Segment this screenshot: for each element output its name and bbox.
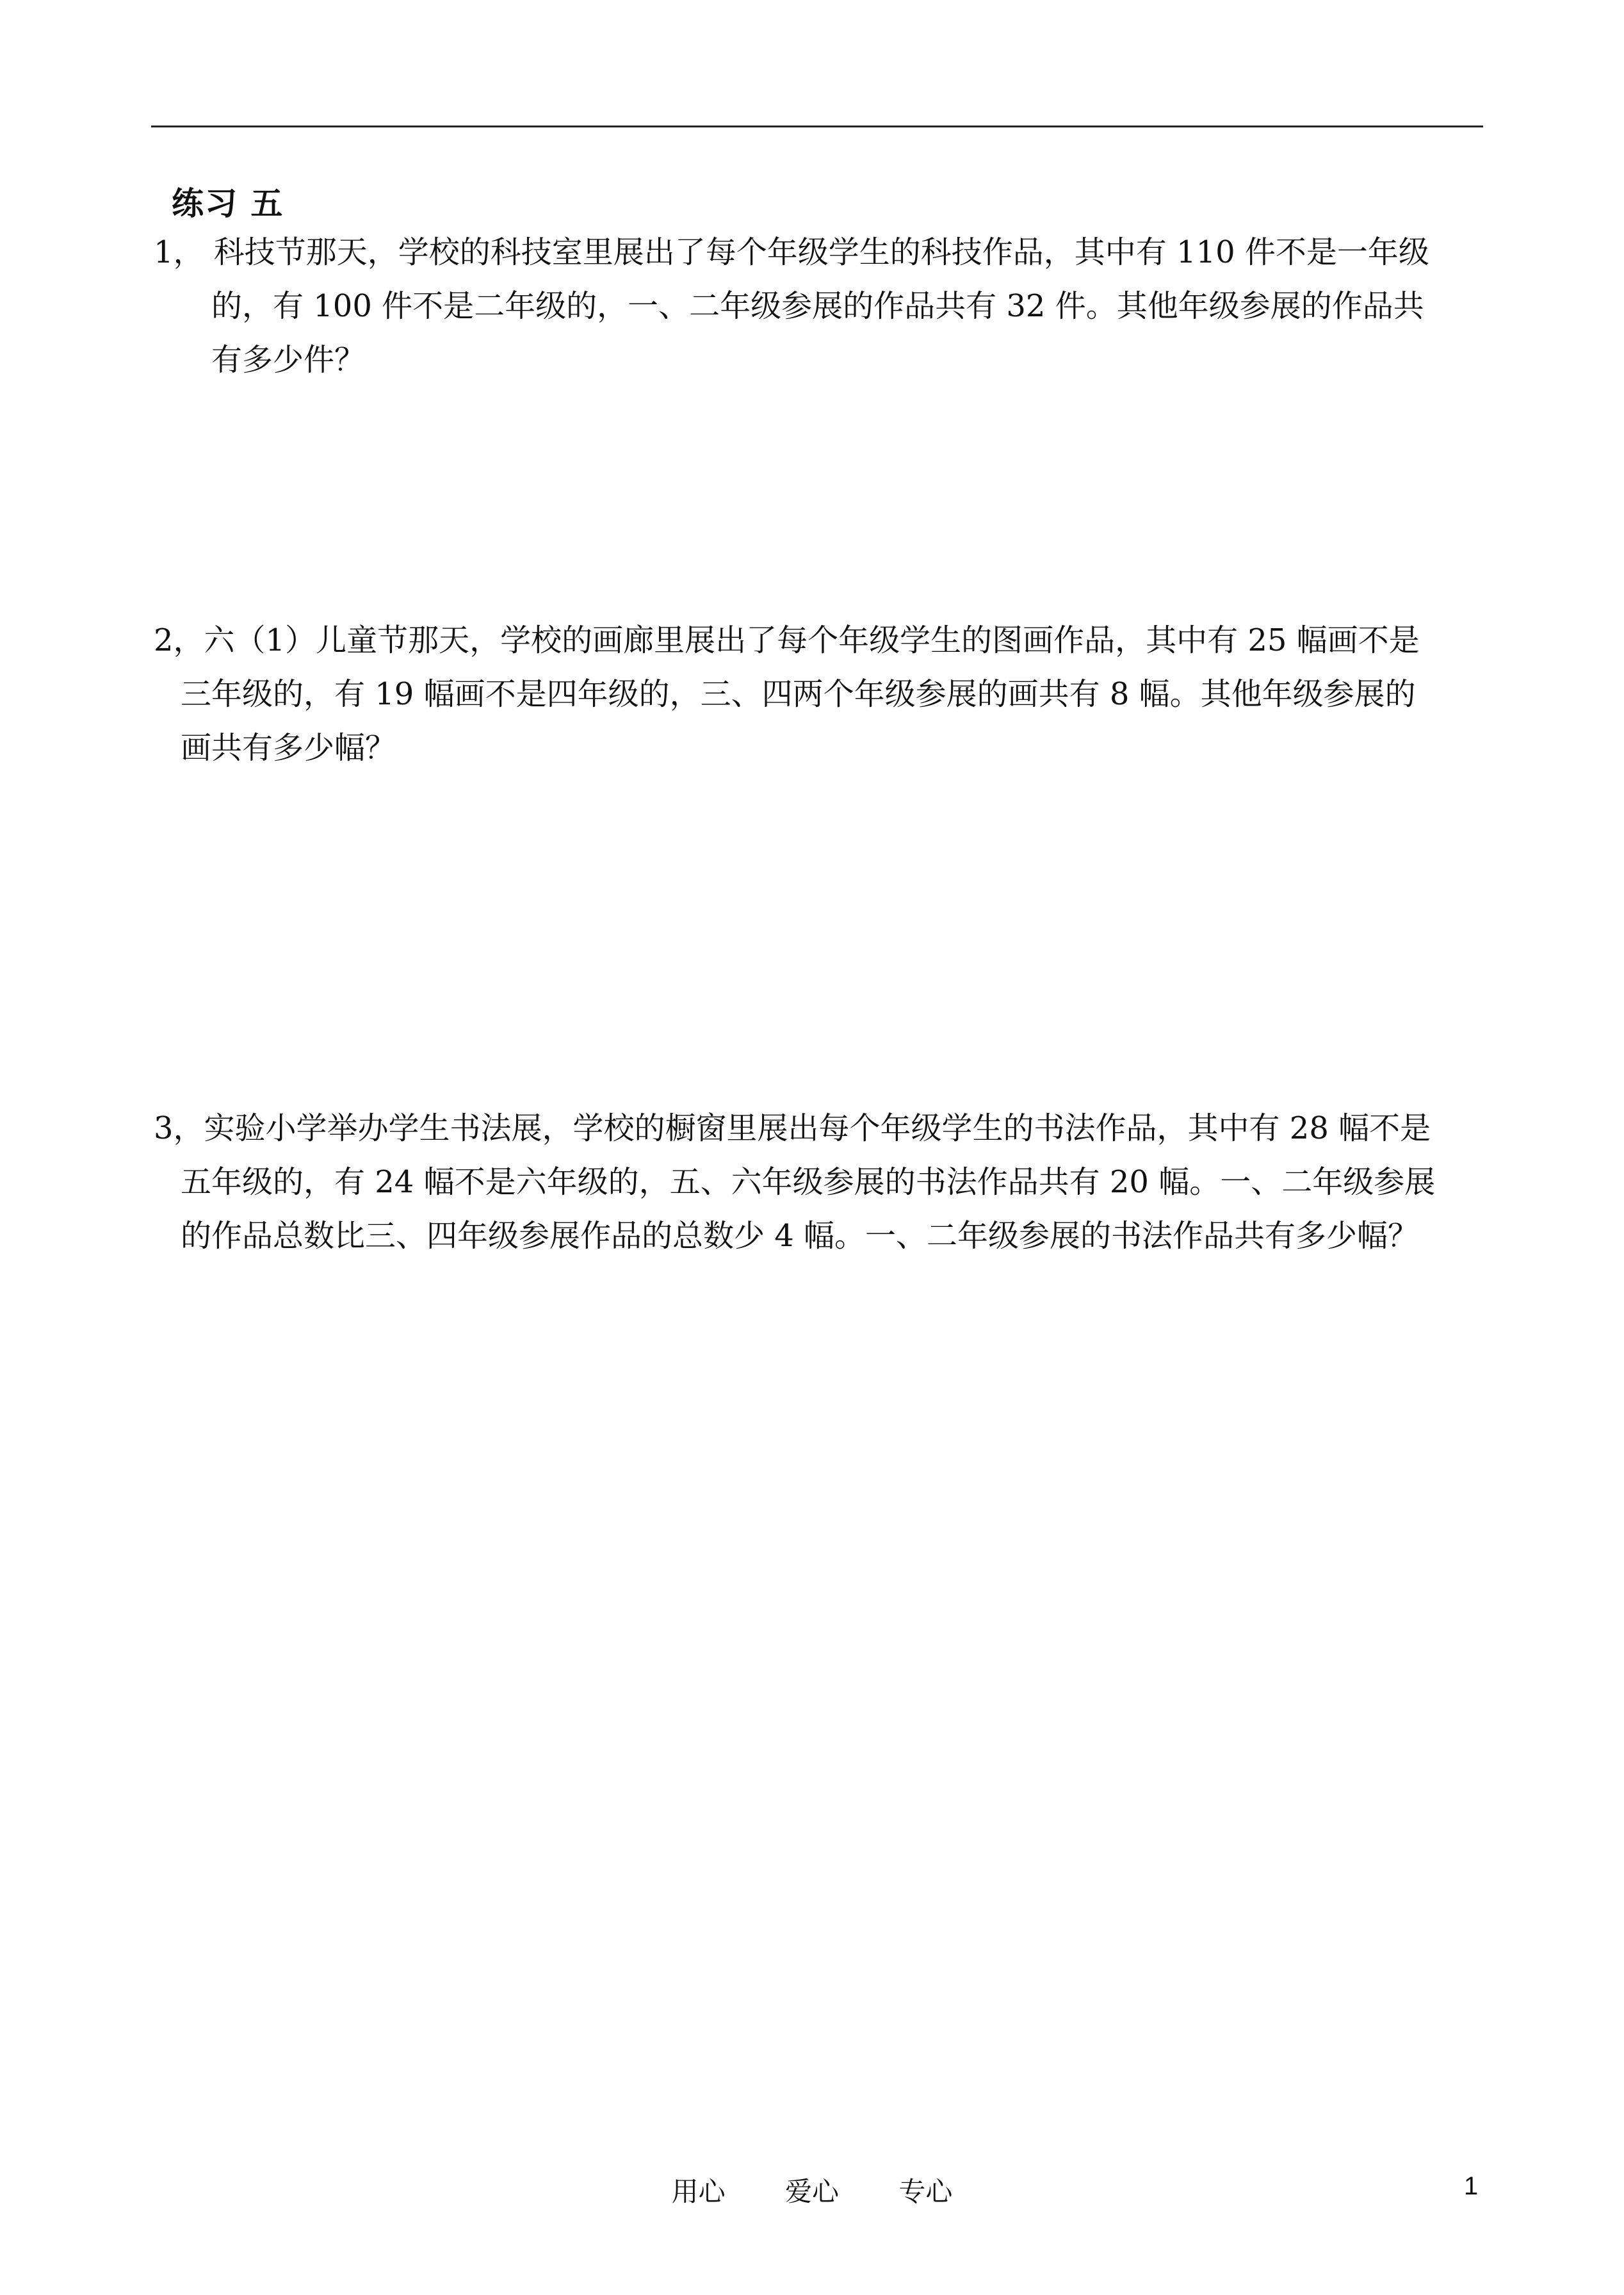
question-3-line-1: 3，实验小学举办学生书法展，学校的橱窗里展出每个年级学生的书法作品，其中有 28 幅不是	[154, 1110, 1431, 1146]
question-2-line-1: 2，六（1）儿童节那天，学校的画廊里展出了每个年级学生的图画作品，其中有 25 幅画不是	[154, 622, 1420, 658]
header-rule	[151, 126, 1483, 127]
question-3-line-2: 五年级的，有 24 幅不是六年级的，五、六年级参展的书法作品共有 20 幅。一、二年级参展	[181, 1164, 1436, 1200]
question-1-line-1: 1， 科技节那天，学校的科技室里展出了每个年级学生的科技作品，其中有 110 件不是一年级	[154, 234, 1429, 270]
question-1	[154, 225, 1486, 387]
footer-motto	[0, 2171, 1624, 2209]
question-3	[154, 1101, 1486, 1263]
page-title: 练习 五	[172, 184, 284, 222]
footer-motto-item: 专心	[898, 2176, 953, 2207]
question-1-line-2: 的，有 100 件不是二年级的，一、二年级参展的作品共有 32 件。其他年级参展的作品共	[211, 288, 1424, 324]
page-number: 1	[1464, 2172, 1479, 2200]
footer-motto-item: 爱心	[784, 2176, 839, 2207]
question-2-line-2: 三年级的，有 19 幅画不是四年级的，三、四两个年级参展的画共有 8 幅。其他年级参展的	[181, 676, 1416, 712]
footer-motto-item: 用心	[671, 2176, 726, 2207]
question-2	[154, 613, 1486, 775]
question-1-line-3: 有多少件？	[211, 342, 366, 378]
question-2-line-3: 画共有多少幅？	[181, 730, 396, 766]
question-3-line-3: 的作品总数比三、四年级参展作品的总数少 4 幅。一、二年级参展的书法作品共有多少幅？	[181, 1218, 1419, 1254]
